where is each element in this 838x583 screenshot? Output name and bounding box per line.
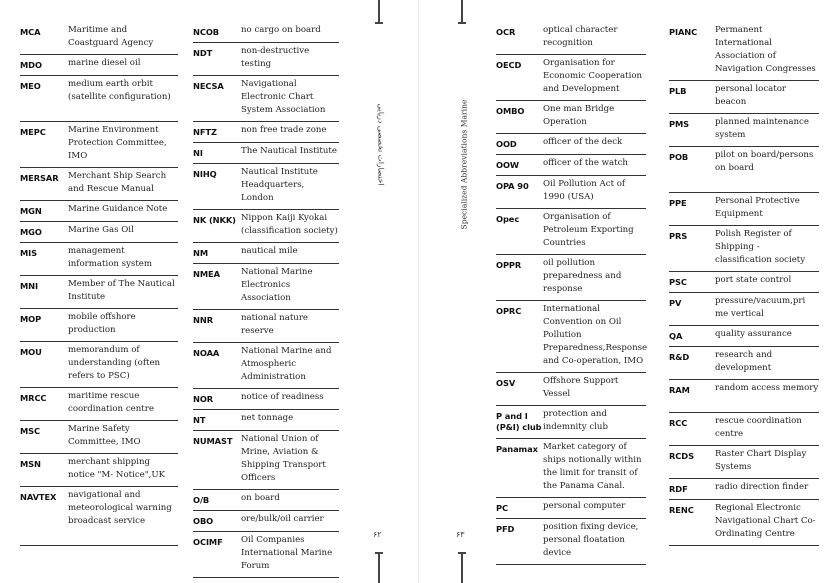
definition: Member of The Nautical Institute [68,279,175,302]
abbreviation: NUMAST [193,436,233,446]
glossary-row [669,22,819,81]
glossary-row [669,347,819,380]
abbreviation: POB [669,152,689,162]
definition: personal computer [543,501,626,511]
abbreviation: PMS [669,119,690,129]
definition: nautical mile [241,246,298,256]
abbreviation: NFTZ [193,127,217,137]
abbreviation: PIANC [669,27,698,37]
abbreviation: O/B [193,495,210,505]
glossary-row [20,388,178,421]
glossary-row [193,343,339,389]
glossary-row [20,22,178,55]
glossary-row [20,122,178,168]
abbreviation: OBO [193,516,214,526]
glossary-row [496,255,646,301]
left-page-column-2 [193,22,339,578]
definition: on board [241,493,280,503]
glossary-row [20,342,178,388]
definition: One man Bridge Operation [543,104,615,127]
abbreviation: MOP [20,314,42,324]
glossary-row [193,210,339,243]
glossary-row [496,439,646,498]
spine-bar-cap [375,22,383,24]
abbreviation: RCDS [669,451,694,461]
definition: Organisation of Petroleum Exporting Countries [543,212,634,248]
definition: pilot on board/persons on board [715,150,814,173]
abbreviation: MCA [20,27,41,37]
definition: National Union of Mrine, Aviation & Shipping Transport Officers [241,434,326,483]
glossary-row [496,406,646,439]
glossary-row [496,134,646,155]
definition: optical character recognition [543,25,618,48]
glossary-row [496,55,646,101]
definition: personal locator beacon [715,84,787,107]
glossary-row [496,155,646,176]
glossary-row [669,446,819,479]
glossary-row [669,226,819,272]
definition: management information system [68,246,153,269]
definition: medium earth orbit (satellite configuration) [68,79,171,102]
glossary-row [496,101,646,134]
glossary-row [193,43,339,76]
page-number: ۶۳ [456,530,465,539]
abbreviation: RENC [669,505,694,515]
definition: Marine Gas Oil [68,225,134,235]
abbreviation: NAVTEX [20,492,57,502]
glossary-row [669,293,819,326]
definition: merchant shipping notice "M- Notice",UK [68,457,166,480]
definition: pressure/vacuum,pri me vertical [715,296,806,319]
right-page-column-1 [496,22,646,565]
right-page-column-2 [669,22,819,546]
abbreviation: OOD [496,139,517,149]
abbreviation: NOAA [193,348,220,358]
definition: quality assurance [715,329,792,339]
definition: notice of readiness [241,392,324,402]
spine-bar-top [461,0,463,22]
glossary-row [496,373,646,406]
definition: officer of the deck [543,137,623,147]
glossary-row [496,176,646,209]
abbreviation: NT [193,415,206,425]
abbreviation: MRCC [20,393,47,403]
glossary-row [669,413,819,446]
glossary-row [20,168,178,201]
abbreviation: MERSAR [20,173,59,183]
glossary-row [20,421,178,454]
abbreviation: OCIMF [193,537,223,547]
definition: Market category of ships notionally within the limit for transit of the Panama Canal. [543,442,642,491]
definition: International Convention on Oil Pollution Preparedness,Response and Co-operation, IMO [543,304,648,366]
glossary-row [20,309,178,342]
glossary-row [669,193,819,226]
definition: position fixing device, personal floatation device [543,522,639,558]
abbreviation: OCR [496,27,516,37]
glossary-row [669,114,819,147]
bottom-tick [378,553,380,583]
abbreviation: P and I (P&I) club [496,411,542,432]
abbreviation: RAM [669,385,690,395]
spine-bar-cap [458,22,466,24]
glossary-row [193,431,339,490]
left-page-column-1 [20,22,178,546]
definition: non free trade zone [241,125,327,135]
abbreviation: NCOB [193,27,220,37]
glossary-row [193,532,339,578]
abbreviation: RDF [669,484,688,494]
glossary-row [669,81,819,114]
definition: Raster Chart Display Systems [715,449,807,472]
glossary-row [496,498,646,519]
abbreviation: NDT [193,48,213,58]
abbreviation: MGO [20,227,42,237]
abbreviation: PRS [669,231,688,241]
definition: random access memory [715,383,819,393]
glossary-row [669,272,819,293]
glossary-row [669,147,819,193]
abbreviation: OPA 90 [496,181,529,191]
definition: rescue coordination centre [715,416,802,439]
abbreviation: PC [496,503,508,513]
vertical-page-title: Specialized Abbreviations Marine [459,99,469,230]
definition: Marine Guidance Note [68,204,168,214]
abbreviation: MIS [20,248,38,258]
abbreviation: MEPC [20,127,46,137]
definition: National Marine Electronics Association [241,267,313,303]
abbreviation: MOU [20,347,42,357]
abbreviation: R&D [669,352,690,362]
glossary-row [669,500,819,546]
glossary-row [193,389,339,410]
definition: The Nautical Institute [241,146,337,156]
abbreviation: NM [193,248,209,258]
glossary-row [496,301,646,373]
glossary-row [20,487,178,546]
definition: Nautical Institute Headquarters, London [241,167,318,203]
abbreviation: PPE [669,198,687,208]
abbreviation: OSV [496,378,516,388]
definition: port state control [715,275,792,285]
glossary-row [193,164,339,210]
glossary-row [496,22,646,55]
vertical-page-title: اختصارات تخصصی دریایی [376,103,386,186]
abbreviation: MGN [20,206,42,216]
definition: Marine Environment Protection Committee, IMO [68,125,167,161]
definition: no cargo on board [241,25,321,35]
definition: research and development [715,350,773,373]
definition: navigational and meteorological warning broadcast service [68,490,172,526]
abbreviation: MEO [20,81,41,91]
glossary-row [193,490,339,511]
abbreviation: PSC [669,277,687,287]
abbreviation: NNR [193,315,213,325]
definition: officer of the watch [543,158,628,168]
glossary-row [193,143,339,164]
spine-bar-top [378,0,380,22]
glossary-row [20,276,178,309]
abbreviation: MNI [20,281,38,291]
definition: Regional Electronic Navigational Chart Co-Ordinating Centre [715,503,816,539]
abbreviation: OMBO [496,106,525,116]
definition: mobile offshore production [68,312,136,335]
glossary-row [193,122,339,143]
abbreviation: NECSA [193,81,224,91]
abbreviation: NMEA [193,269,220,279]
glossary-row [496,519,646,565]
glossary-row [669,380,819,413]
definition: Merchant Ship Search and Rescue Manual [68,171,167,194]
definition: Oil Companies International Marine Forum [241,535,333,571]
abbreviation: OPRC [496,306,522,316]
definition: maritime rescue coordination centre [68,391,154,414]
definition: ore/bulk/oil carrier [241,514,324,524]
definition: Organisation for Economic Cooperation and Development [543,58,643,94]
bottom-tick [461,553,463,583]
glossary-row [193,76,339,122]
definition: memorandum of understanding (often refers to PSC) [68,345,161,381]
abbreviation: PV [669,298,682,308]
definition: Navigational Electronic Chart System Association [241,79,326,115]
glossary-row [193,410,339,431]
glossary-row [193,22,339,43]
definition: national nature reserve [241,313,309,336]
definition: Marine Safety Committee, IMO [68,424,141,447]
definition: non-destructive testing [241,46,310,69]
abbreviation: RCC [669,418,688,428]
right-page [419,0,838,583]
glossary-row [669,326,819,347]
definition: radio direction finder [715,482,809,492]
glossary-row [193,243,339,264]
abbreviation: MDO [20,60,42,70]
glossary-row [193,264,339,310]
glossary-row [20,76,178,122]
glossary-row [20,243,178,276]
glossary-row [496,209,646,255]
definition: oil pollution preparedness and response [543,258,622,294]
glossary-row [193,511,339,532]
abbreviation: OOW [496,160,519,170]
abbreviation: OECD [496,60,522,70]
definition: National Marine and Atmospheric Administration [241,346,332,382]
glossary-row [20,222,178,243]
glossary-row [193,310,339,343]
definition: marine diesel oil [68,58,141,68]
abbreviation: Panamax [496,444,538,454]
abbreviation: PLB [669,86,687,96]
definition: Polish Register of Shipping - classification society [715,229,806,265]
abbreviation: Opec [496,214,520,224]
definition: net tonnage [241,413,294,423]
glossary-row [20,454,178,487]
definition: planned maintenance system [715,117,809,140]
abbreviation: NOR [193,394,214,404]
definition: Nippon Kaiji Kyokai (classification society) [241,213,338,236]
page-number: ۶۲ [373,530,382,539]
abbreviation: MSN [20,459,41,469]
abbreviation: QA [669,331,683,341]
definition: Permanent International Association of Navigation Congresses [715,25,816,74]
glossary-row [669,479,819,500]
definition: Offshore Support Vessel [543,376,619,399]
abbreviation: MSC [20,426,41,436]
definition: Oil Pollution Act of 1990 (USA) [543,179,626,202]
abbreviation: NIHQ [193,169,217,179]
abbreviation: PFD [496,524,515,534]
abbreviation: OPPR [496,260,522,270]
definition: protection and indemnity club [543,409,608,432]
definition: Maritime and Coastguard Agency [68,25,154,48]
abbreviation: NI [193,148,203,158]
abbreviation: NK (NKK) [193,215,236,225]
definition: Personal Protective Equipment [715,196,800,219]
glossary-row [20,201,178,222]
glossary-row [20,55,178,76]
